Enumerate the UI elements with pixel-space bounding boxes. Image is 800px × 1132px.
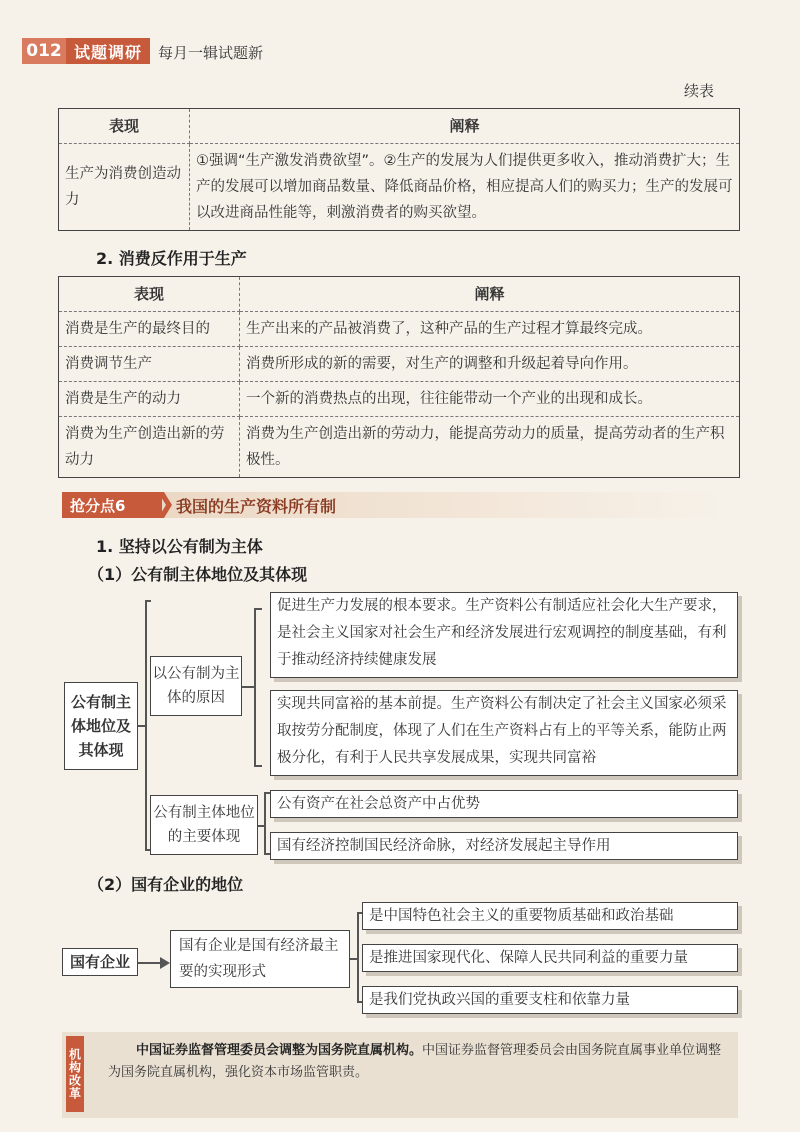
subsection-title: （1）公有制主体地位及其体现 xyxy=(88,565,308,584)
table-row xyxy=(59,312,740,347)
table-consumption-reaction xyxy=(58,276,740,478)
table-row xyxy=(59,417,740,478)
table-cell: 消费为生产创造出新的劳动力 xyxy=(59,417,240,478)
table-cell: 消费所形成的新的需要，对生产的调整和升级起着导向作用。 xyxy=(240,347,740,382)
diagram-middle-box: 国有企业是国有经济最主要的实现形式 xyxy=(170,930,350,988)
page-number: 012 xyxy=(22,38,66,64)
note-bold: 中国证券监督管理委员会调整为国务院直属机构。 xyxy=(136,1043,423,1058)
section-title: 2. 消费反作用于生产 xyxy=(96,249,247,268)
table-header: 表现 xyxy=(59,277,240,312)
note-body: 中国证券监督管理委员会由国务院直属事业单位调整为国务院直属机构，强化资本市场监管职责。 xyxy=(108,1043,722,1080)
diagram-root-box: 公有制主体地位及其体现 xyxy=(64,682,138,770)
table-row xyxy=(59,347,740,382)
diagram-leaf-box: 是推进国家现代化、保障人民共同利益的重要力量 xyxy=(362,944,738,972)
table-production-consumption xyxy=(58,108,740,231)
note-text xyxy=(108,1040,728,1084)
diagram-branch-box: 以公有制为主体的原因 xyxy=(150,656,242,716)
diagram-leaf-box: 实现共同富裕的基本前提。生产资料公有制决定了社会主义国家必须采取按劳分配制度，体现了人们在生产资料占有上的平等关系，能防止两极分化，有利于人民共享发展成果，实现共同富裕 xyxy=(270,690,738,776)
table-row xyxy=(59,382,740,417)
table-cell: 一个新的消费热点的出现，往往能带动一个产业的出现和成长。 xyxy=(240,382,740,417)
table-header: 表现 xyxy=(59,109,190,144)
diagram-leaf-box: 是我们党执政兴国的重要支柱和依靠力量 xyxy=(362,986,738,1014)
diagram-root-box: 国有企业 xyxy=(62,948,138,976)
table-cell: 消费是生产的最终目的 xyxy=(59,312,240,347)
table-cell: 消费调节生产 xyxy=(59,347,240,382)
header-subtitle: 每月一辑试题新 xyxy=(158,44,264,62)
table-header: 阐释 xyxy=(240,277,740,312)
subsection-title: （2）国有企业的地位 xyxy=(88,875,244,894)
chevron-right-icon xyxy=(158,492,172,518)
table-cell: ①强调“生产激发消费欲望”。②生产的发展为人们提供更多收入，推动消费扩大；生产的发展可以增加商品数量、降低商品价格，相应提高人们的购买力；生产的发展可以改进商品性能等，刺激消费者的购买欲望。 xyxy=(190,144,740,231)
table-cell: 消费为生产创造出新的劳动力，能提高劳动力的质量，提高劳动者的生产积极性。 xyxy=(240,417,740,478)
diagram-leaf-box: 促进生产力发展的根本要求。生产资料公有制适应社会化大生产要求，是社会主义国家对社会生产和经济发展进行宏观调控的制度基础，有利于推动经济持续健康发展 xyxy=(270,592,738,678)
diagram-leaf-box: 国有经济控制国民经济命脉，对经济发展起主导作用 xyxy=(270,832,738,860)
table-cell: 生产出来的产品被消费了，这种产品的生产过程才算最终完成。 xyxy=(240,312,740,347)
diagram-branch-box: 公有制主体地位的主要体现 xyxy=(150,795,258,855)
table-row xyxy=(59,144,740,231)
diagram-leaf-box: 是中国特色社会主义的重要物质基础和政治基础 xyxy=(362,902,738,930)
diagram-leaf-box: 公有资产在社会总资产中占优势 xyxy=(270,790,738,818)
table-cell: 生产为消费创造动力 xyxy=(59,144,190,231)
arrow-right-icon xyxy=(160,957,170,969)
section-title: 1. 坚持以公有制为主体 xyxy=(96,537,263,556)
header-tag: 试题调研 xyxy=(66,38,150,64)
section-badge: 抢分点6 xyxy=(62,492,162,518)
table-cell: 消费是生产的动力 xyxy=(59,382,240,417)
note-label: 机构改革 xyxy=(66,1036,84,1112)
table-header: 阐释 xyxy=(190,109,740,144)
continued-label: 续表 xyxy=(683,82,714,100)
banner-title: 我国的生产资料所有制 xyxy=(176,497,337,516)
